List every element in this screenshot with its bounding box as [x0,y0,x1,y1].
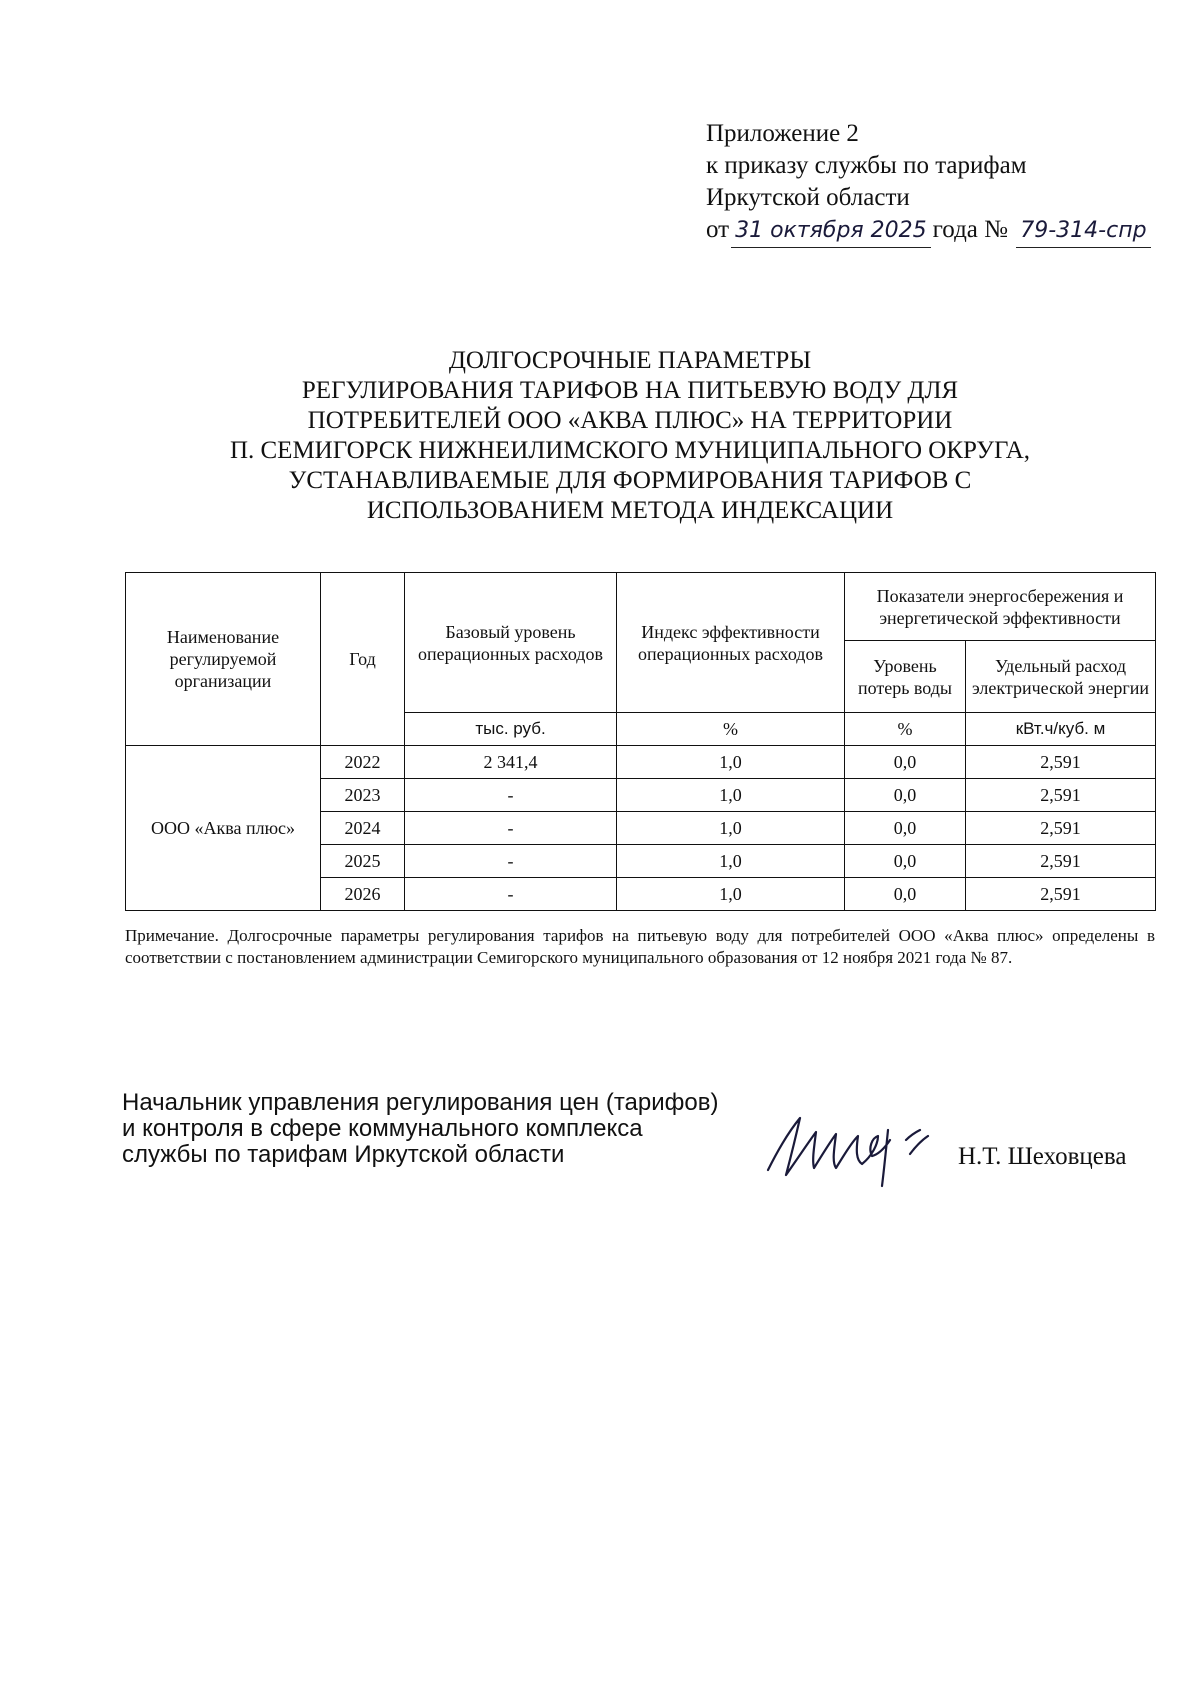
unit-consumption: кВт.ч/куб. м [966,713,1156,746]
title-line: ДОЛГОСРОЧНЫЕ ПАРАМЕТРЫ [448,347,812,374]
cell-loss: 0,0 [845,746,966,779]
signatory-position [122,1090,772,1168]
handwritten-date: 31 октября 2025 [731,215,931,248]
handwritten-order-number: 79-314-спр [1016,215,1150,248]
appendix-header [706,118,1166,248]
cell-year: 2022 [321,746,405,779]
position-line: службы по тарифам Иркутской области [122,1141,565,1168]
handwritten-signature [760,1100,950,1190]
cell-index: 1,0 [617,878,845,911]
header-water-loss: Уровень потерь воды [845,641,966,713]
organization-name: ООО «Аква плюс» [126,746,321,911]
appendix-line-2: к приказу службы по тарифам [706,152,1027,179]
header-year: Год [321,573,405,746]
cell-base: - [405,878,617,911]
cell-index: 1,0 [617,845,845,878]
appendix-line-3: Иркутской области [706,184,910,211]
cell-consumption: 2,591 [966,812,1156,845]
header-base-level: Базовый уровень операционных расходов [405,573,617,713]
cell-loss: 0,0 [845,845,966,878]
appendix-line-1: Приложение 2 [706,120,859,147]
parameters-table [125,572,1156,911]
position-line: и контроля в сфере коммунального комплекса [122,1115,643,1142]
appendix-line-4 [706,214,1166,248]
header-organization: Наименование регулируемой организации [126,573,321,746]
cell-consumption: 2,591 [966,746,1156,779]
cell-base: - [405,845,617,878]
cell-index: 1,0 [617,812,845,845]
cell-consumption: 2,591 [966,878,1156,911]
cell-year: 2024 [321,812,405,845]
cell-year: 2026 [321,878,405,911]
cell-loss: 0,0 [845,779,966,812]
table-row [126,746,1156,779]
unit-base: тыс. руб. [405,713,617,746]
table-note: Примечание. Долгосрочные параметры регулирования тарифов на питьевую воду для потребителей ООО «Аква плюс» определены в соответствии с постановлением администрации Семигорского муниципального образования от 12 ноября 2021 года № 87. [125,926,1155,967]
header-energy-consumption: Удельный расход электрической энергии [966,641,1156,713]
cell-index: 1,0 [617,746,845,779]
from-label: от [706,216,730,243]
unit-loss: % [845,713,966,746]
cell-base: - [405,812,617,845]
document-title [130,346,1130,526]
title-line: ПОТРЕБИТЕЛЕЙ ООО «АКВА ПЛЮС» НА ТЕРРИТОРИИ [307,407,953,434]
cell-base: 2 341,4 [405,746,617,779]
cell-base: - [405,779,617,812]
header-efficiency-index: Индекс эффективности операционных расходов [617,573,845,713]
header-energy-group: Показатели энергосбережения и энергетической эффективности [845,573,1156,641]
cell-consumption: 2,591 [966,845,1156,878]
unit-index: % [617,713,845,746]
title-line: ИСПОЛЬЗОВАНИЕМ МЕТОДА ИНДЕКСАЦИИ [366,497,894,524]
cell-loss: 0,0 [845,812,966,845]
cell-year: 2023 [321,779,405,812]
title-line: УСТАНАВЛИВАЕМЫЕ ДЛЯ ФОРМИРОВАНИЯ ТАРИФОВ С [288,467,972,494]
cell-loss: 0,0 [845,878,966,911]
title-line: РЕГУЛИРОВАНИЯ ТАРИФОВ НА ПИТЬЕВУЮ ВОДУ ДЛЯ [301,377,959,404]
year-number-label: года № [932,216,1008,243]
cell-consumption: 2,591 [966,779,1156,812]
cell-year: 2025 [321,845,405,878]
title-line: П. СЕМИГОРСК НИЖНЕИЛИМСКОГО МУНИЦИПАЛЬНОГО ОКРУГА, [229,437,1031,464]
signer-name: Н.Т. Шеховцева [958,1143,1127,1170]
cell-index: 1,0 [617,779,845,812]
position-line: Начальник управления регулирования цен (тарифов) [122,1089,719,1116]
